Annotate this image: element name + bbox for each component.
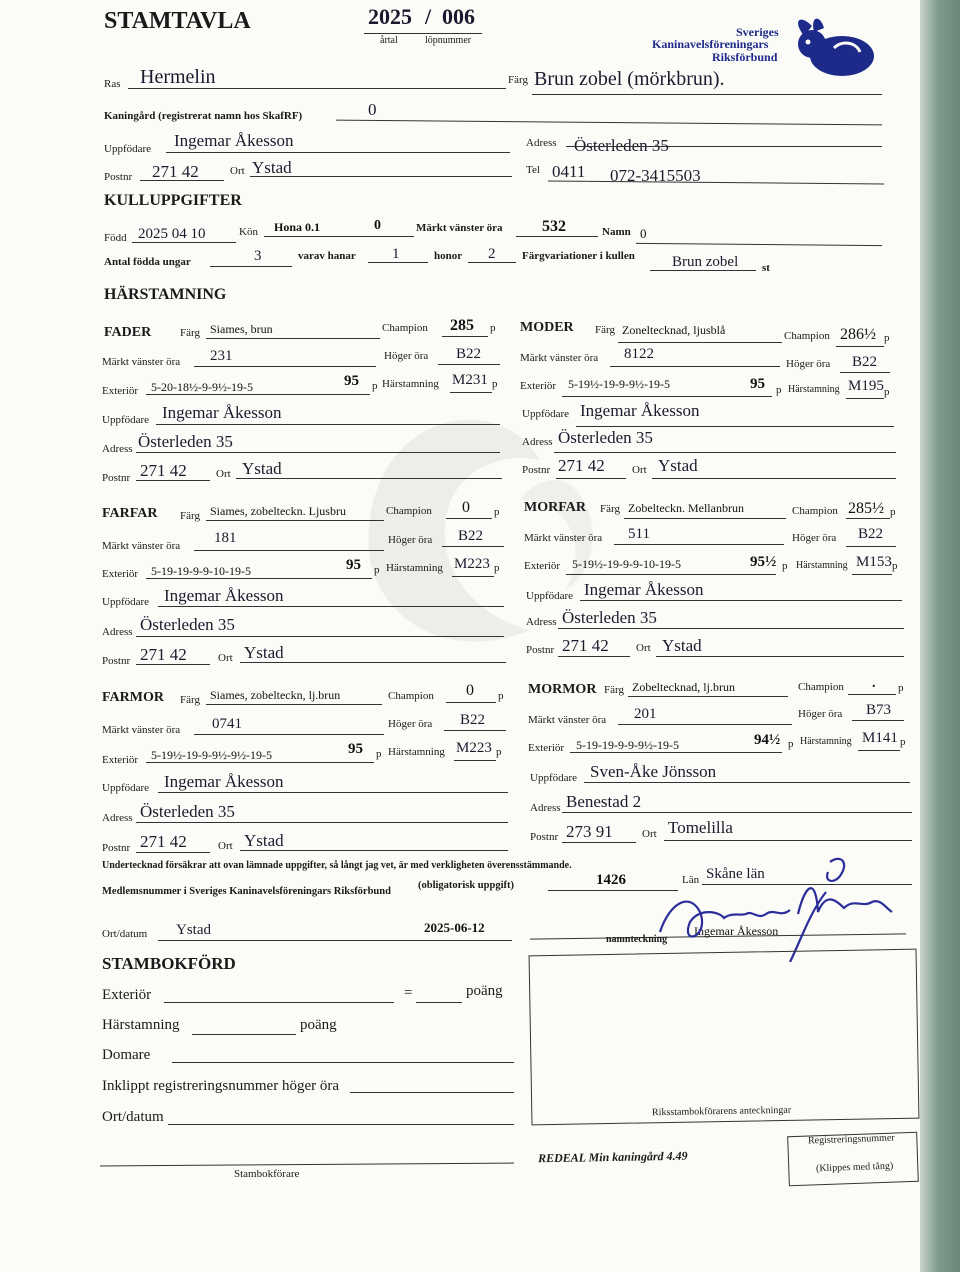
farfar-postcode-value: 271 42 bbox=[140, 645, 187, 664]
farmor-title: FARMOR bbox=[102, 690, 164, 705]
farfar-city-label: Ort bbox=[218, 652, 233, 664]
studbook-notes-box bbox=[529, 949, 920, 1126]
mormor-title: MORMOR bbox=[528, 682, 597, 697]
rabbitry-label: Kaningård (registrerat namn hos SkafRF) bbox=[104, 110, 303, 122]
studbook-keeper-label: Stambokförare bbox=[234, 1168, 300, 1180]
farfar-title: FARFAR bbox=[102, 506, 158, 521]
morfar-exterior-label: Exteriör bbox=[524, 560, 561, 572]
morfar-left-ear-value: 511 bbox=[628, 526, 650, 542]
farfar-city-value: Ystad bbox=[244, 643, 284, 662]
color-value: Brun zobel (mörkbrun). bbox=[534, 68, 725, 90]
moder-champion-p: p bbox=[884, 332, 890, 344]
fader-title: FADER bbox=[104, 325, 152, 340]
farfar-champion-p: p bbox=[494, 506, 500, 518]
fader-exterior-points: 95 bbox=[344, 373, 359, 389]
fader-city-label: Ort bbox=[216, 468, 231, 480]
studbook-points1-label: poäng bbox=[466, 983, 503, 999]
mormor-postcode-label: Postnr bbox=[530, 831, 559, 843]
farmor-champion-label: Champion bbox=[388, 690, 434, 702]
moder-champion-label: Champion bbox=[784, 330, 830, 342]
studbook-judge-label: Domare bbox=[102, 1047, 151, 1063]
mormor-right-ear-label: Höger öra bbox=[798, 708, 843, 720]
born-value: 2025 04 10 bbox=[138, 226, 206, 242]
morfar-champion-label: Champion bbox=[792, 505, 838, 517]
moder-left-ear-label: Märkt vänster öra bbox=[520, 352, 599, 364]
moder-breeder-label: Uppfödare bbox=[522, 408, 570, 420]
breed-value: Hermelin bbox=[140, 66, 216, 88]
farfar-breeder-value: Ingemar Åkesson bbox=[164, 586, 284, 605]
fader-exterior-p: p bbox=[372, 380, 378, 392]
fader-breeder-value: Ingemar Åkesson bbox=[162, 403, 282, 422]
farmor-lineage-value: M223 bbox=[456, 740, 492, 756]
farmor-breeder-label: Uppfödare bbox=[102, 782, 150, 794]
moder-breeder-value: Ingemar Åkesson bbox=[580, 401, 700, 420]
member-number-required: (obligatorisk uppgift) bbox=[418, 880, 514, 891]
fader-champion-p: p bbox=[490, 322, 496, 334]
females-label: honor bbox=[434, 250, 463, 262]
females-value: 2 bbox=[488, 246, 496, 262]
breeder-city-value: Ystad bbox=[252, 158, 292, 177]
fader-lineage-p: p bbox=[492, 378, 498, 390]
name-label: Namn bbox=[602, 226, 631, 238]
moder-champion-value: 286½ bbox=[840, 326, 876, 343]
mormor-breeder-label: Uppfödare bbox=[530, 772, 578, 784]
moder-lineage-value: M195 bbox=[848, 378, 884, 394]
morfar-color-label: Färg bbox=[600, 503, 620, 515]
morfar-lineage-p: p bbox=[892, 560, 898, 572]
moder-address-label: Adress bbox=[522, 436, 553, 448]
color-label: Färg bbox=[508, 74, 528, 86]
mormor-color-value: Zobeltecknad, lj.brun bbox=[632, 680, 735, 694]
morfar-lineage-value: M153 bbox=[856, 554, 892, 570]
studbook-place-date-label: Ort/datum bbox=[102, 1109, 164, 1125]
document-title: STAMTAVLA bbox=[104, 8, 251, 34]
year-value: 2025 bbox=[368, 4, 412, 29]
serial-number-value: 006 bbox=[442, 4, 475, 29]
moder-postcode-value: 271 42 bbox=[558, 456, 605, 475]
farfar-lineage-label: Härstamning bbox=[386, 562, 443, 574]
moder-address-value: Österleden 35 bbox=[558, 428, 653, 447]
farfar-left-ear-value: 181 bbox=[214, 530, 237, 546]
morfar-title: MORFAR bbox=[524, 500, 586, 515]
farfar-lineage-p: p bbox=[494, 562, 500, 574]
farmor-city-value: Ystad bbox=[244, 831, 284, 850]
mormor-champion-label: Champion bbox=[798, 681, 844, 693]
phone-area-value: 0411 bbox=[552, 162, 586, 181]
mormor-exterior-value: 5-19-19-9-9-9½-19-5 bbox=[576, 738, 679, 752]
farfar-color-value: Siames, zobelteckn. Ljusbru bbox=[210, 504, 346, 518]
fader-exterior-value: 5-20-18½-9-9½-19-5 bbox=[151, 380, 253, 394]
phone-label: Tel bbox=[526, 164, 540, 176]
moder-right-ear-label: Höger öra bbox=[786, 358, 831, 370]
year-number-separator: / bbox=[425, 4, 432, 29]
morfar-breeder-value: Ingemar Åkesson bbox=[584, 580, 704, 599]
logo-text-riksforbund: Riksförbund bbox=[712, 50, 778, 64]
moder-lineage-p: p bbox=[884, 386, 890, 398]
males-label: varav hanar bbox=[298, 250, 356, 262]
farfar-color-label: Färg bbox=[180, 510, 200, 522]
studbook-equals: = bbox=[404, 985, 413, 1001]
farmor-address-label: Adress bbox=[102, 812, 133, 824]
fader-champion-value: 285 bbox=[450, 317, 474, 334]
moder-lineage-label: Härstamning bbox=[788, 384, 840, 395]
serial-number-label: löpnummer bbox=[425, 35, 472, 46]
fader-lineage-label: Härstamning bbox=[382, 378, 439, 390]
rabbit-logo-icon bbox=[790, 14, 880, 80]
litter-heading: KULLUPPGIFTER bbox=[104, 192, 242, 209]
farfar-exterior-points: 95 bbox=[346, 557, 361, 573]
mormor-right-ear-value: B73 bbox=[866, 702, 892, 718]
count-unit-label: st bbox=[762, 262, 770, 274]
farfar-champion-label: Champion bbox=[386, 505, 432, 517]
sex-value: Hona 0.1 bbox=[274, 220, 321, 234]
studbook-points2-label: poäng bbox=[300, 1017, 337, 1033]
morfar-right-ear-value: B22 bbox=[858, 526, 884, 542]
moder-city-label: Ort bbox=[632, 464, 647, 476]
farmor-postcode-label: Postnr bbox=[102, 842, 131, 854]
breed-label: Ras bbox=[104, 78, 121, 90]
mormor-city-value: Tomelilla bbox=[668, 818, 733, 837]
morfar-left-ear-label: Märkt vänster öra bbox=[524, 532, 603, 544]
member-number-value: 1426 bbox=[596, 872, 626, 888]
mormor-left-ear-value: 201 bbox=[634, 706, 657, 722]
breeder-postcode-value: 271 42 bbox=[152, 162, 199, 181]
farfar-address-label: Adress bbox=[102, 626, 133, 638]
males-value: 1 bbox=[392, 246, 400, 262]
farfar-right-ear-label: Höger öra bbox=[388, 534, 433, 546]
left-ear-mark-value: 532 bbox=[542, 218, 566, 235]
farmor-color-label: Färg bbox=[180, 694, 200, 706]
mormor-left-ear-label: Märkt vänster öra bbox=[528, 714, 607, 726]
phone-value: 072-3415503 bbox=[610, 166, 701, 185]
farfar-right-ear-value: B22 bbox=[458, 528, 484, 544]
litter-size-label: Antal födda ungar bbox=[104, 256, 191, 268]
fader-champion-label: Champion bbox=[382, 322, 428, 334]
studbook-heading: STAMBOKFÖRD bbox=[102, 954, 236, 973]
county-value: Skåne län bbox=[706, 866, 765, 882]
farfar-exterior-label: Exteriör bbox=[102, 568, 139, 580]
morfar-exterior-value: 5-19½-19-9-9-10-19-5 bbox=[572, 557, 681, 571]
farfar-postcode-label: Postnr bbox=[102, 655, 131, 667]
farfar-exterior-p: p bbox=[374, 564, 380, 576]
moder-color-value: Zoneltecknad, ljusblå bbox=[622, 323, 726, 337]
rabbitry-value: 0 bbox=[368, 100, 377, 119]
morfar-address-value: Österleden 35 bbox=[562, 608, 657, 627]
morfar-breeder-label: Uppfödare bbox=[526, 590, 574, 602]
morfar-right-ear-label: Höger öra bbox=[792, 532, 837, 544]
sex-extra-value: 0 bbox=[374, 218, 381, 233]
farmor-city-label: Ort bbox=[218, 840, 233, 852]
studbook-lineage-label: Härstamning bbox=[102, 1017, 180, 1033]
declaration-text: Undertecknad försäkrar att ovan lämnade uppgifter, så långt jag vet, är med verkligheten överensstämmande. bbox=[102, 860, 572, 871]
signer-name-value: Ingemar Åkesson bbox=[694, 924, 779, 938]
moder-color-label: Färg bbox=[595, 324, 615, 336]
fader-right-ear-label: Höger öra bbox=[384, 350, 429, 362]
fader-postcode-value: 271 42 bbox=[140, 461, 187, 480]
mormor-address-label: Adress bbox=[530, 802, 561, 814]
signature-label: namnteckning bbox=[606, 934, 668, 945]
mormor-lineage-p: p bbox=[900, 736, 906, 748]
fader-city-value: Ystad bbox=[242, 459, 282, 478]
farmor-exterior-value: 5-19½-19-9-9½-9½-19-5 bbox=[151, 748, 272, 762]
farmor-left-ear-label: Märkt vänster öra bbox=[102, 724, 181, 736]
breeder-address-value: Österleden 35 bbox=[574, 136, 669, 155]
place-value: Ystad bbox=[176, 922, 211, 938]
place-date-label: Ort/datum bbox=[102, 928, 148, 940]
mormor-color-label: Färg bbox=[604, 684, 624, 696]
morfar-lineage-label: Härstamning bbox=[796, 560, 848, 571]
breeder-address-label: Adress bbox=[526, 137, 557, 149]
breeder-label: Uppfödare bbox=[104, 143, 152, 155]
fader-left-ear-value: 231 bbox=[210, 348, 233, 364]
mormor-exterior-label: Exteriör bbox=[528, 742, 565, 754]
member-number-label: Medlemsnummer i Sveriges Kaninavelsföreningars Riksförbund bbox=[102, 886, 391, 897]
farfar-breeder-label: Uppfödare bbox=[102, 596, 150, 608]
morfar-exterior-p: p bbox=[782, 560, 788, 572]
breeder-city-label: Ort bbox=[230, 165, 245, 177]
farfar-exterior-value: 5-19-19-9-9-10-19-5 bbox=[151, 564, 251, 578]
morfar-champion-value: 285½ bbox=[848, 500, 884, 517]
moder-exterior-value: 5-19½-19-9-9½-19-5 bbox=[568, 377, 670, 391]
morfar-champion-p: p bbox=[890, 506, 896, 518]
fader-breeder-label: Uppfödare bbox=[102, 414, 150, 426]
mormor-address-value: Benestad 2 bbox=[566, 792, 642, 811]
farmor-lineage-label: Härstamning bbox=[388, 746, 445, 758]
farmor-champion-value: 0 bbox=[466, 682, 474, 699]
folder-edge bbox=[920, 0, 960, 1272]
moder-exterior-label: Exteriör bbox=[520, 380, 557, 392]
name-value: 0 bbox=[640, 226, 647, 241]
moder-exterior-p: p bbox=[776, 384, 782, 396]
registration-clip-note: (Klippes med tång) bbox=[815, 1160, 894, 1175]
logo-text-kaninavel: Kaninavelsföreningars bbox=[652, 37, 769, 51]
pedigree-heading: HÄRSTAMNING bbox=[104, 286, 227, 303]
mormor-champion-value: . bbox=[872, 676, 876, 691]
farmor-right-ear-value: B22 bbox=[460, 712, 486, 728]
farmor-exterior-p: p bbox=[376, 748, 382, 760]
farmor-address-value: Österleden 35 bbox=[140, 802, 235, 821]
handwritten-signature bbox=[640, 852, 910, 962]
farmor-lineage-p: p bbox=[496, 746, 502, 758]
farfar-left-ear-label: Märkt vänster öra bbox=[102, 540, 181, 552]
farmor-exterior-label: Exteriör bbox=[102, 754, 139, 766]
registration-number-label: Registreringsnummer bbox=[807, 1132, 895, 1147]
mormor-lineage-value: M141 bbox=[862, 730, 898, 746]
farmor-champion-p: p bbox=[498, 690, 504, 702]
morfar-city-value: Ystad bbox=[662, 636, 702, 655]
born-label: Född bbox=[104, 232, 127, 244]
studbook-exterior-label: Exteriör bbox=[102, 987, 152, 1003]
fader-right-ear-value: B22 bbox=[456, 346, 482, 362]
logo-text-sveriges: Sveriges bbox=[736, 25, 779, 39]
county-label: Län bbox=[682, 874, 700, 886]
farfar-lineage-value: M223 bbox=[454, 556, 490, 572]
moder-title: MODER bbox=[520, 320, 574, 335]
mormor-postcode-value: 273 91 bbox=[566, 822, 613, 841]
morfar-postcode-label: Postnr bbox=[526, 644, 555, 656]
morfar-city-label: Ort bbox=[636, 642, 651, 654]
fader-color-label: Färg bbox=[180, 327, 200, 339]
farmor-exterior-points: 95 bbox=[348, 741, 363, 757]
date-value: 2025-06-12 bbox=[424, 920, 485, 935]
fader-address-value: Österleden 35 bbox=[138, 432, 233, 451]
studbook-notes-label: Riksstambokförarens anteckningar bbox=[651, 1104, 792, 1119]
year-label: årtal bbox=[380, 35, 398, 46]
morfar-postcode-value: 271 42 bbox=[562, 636, 609, 655]
breeder-value: Ingemar Åkesson bbox=[174, 131, 294, 150]
farfar-champion-value: 0 bbox=[462, 499, 470, 516]
mormor-exterior-points: 94½ bbox=[754, 732, 781, 748]
fader-left-ear-label: Märkt vänster öra bbox=[102, 356, 181, 368]
litter-size-value: 3 bbox=[254, 248, 262, 264]
color-variations-label: Färgvariationer i kullen bbox=[522, 250, 635, 262]
moder-left-ear-value: 8122 bbox=[624, 346, 654, 362]
studbook-ear-number-label: Inklippt registreringsnummer höger öra bbox=[102, 1078, 340, 1094]
moder-postcode-label: Postnr bbox=[522, 464, 551, 476]
farfar-address-value: Österleden 35 bbox=[140, 615, 235, 634]
fader-lineage-value: M231 bbox=[452, 372, 488, 388]
farmor-left-ear-value: 0741 bbox=[212, 716, 242, 732]
mormor-champion-p: p bbox=[898, 682, 904, 694]
moder-city-value: Ystad bbox=[658, 456, 698, 475]
morfar-address-label: Adress bbox=[526, 616, 557, 628]
mormor-exterior-p: p bbox=[788, 738, 794, 750]
moder-exterior-points: 95 bbox=[750, 376, 765, 392]
farmor-right-ear-label: Höger öra bbox=[388, 718, 433, 730]
mormor-lineage-label: Härstamning bbox=[800, 736, 852, 747]
color-variations-value: Brun zobel bbox=[672, 254, 739, 270]
moder-right-ear-value: B22 bbox=[852, 354, 878, 370]
breeder-postcode-label: Postnr bbox=[104, 171, 133, 183]
farmor-color-value: Siames, zobelteckn, lj.brun bbox=[210, 688, 341, 702]
morfar-color-value: Zobelteckn. Mellanbrun bbox=[628, 501, 744, 515]
fader-address-label: Adress bbox=[102, 443, 133, 455]
farmor-breeder-value: Ingemar Åkesson bbox=[164, 772, 284, 791]
morfar-exterior-points: 95½ bbox=[750, 554, 777, 570]
fader-exterior-label: Exteriör bbox=[102, 385, 139, 397]
sex-label: Kön bbox=[239, 226, 258, 238]
mormor-breeder-value: Sven-Åke Jönsson bbox=[590, 762, 717, 781]
farmor-postcode-value: 271 42 bbox=[140, 832, 187, 851]
left-ear-mark-label: Märkt vänster öra bbox=[416, 222, 503, 234]
software-label: REDEAL Min kaningård 4.49 bbox=[537, 1148, 688, 1166]
mormor-city-label: Ort bbox=[642, 828, 657, 840]
fader-postcode-label: Postnr bbox=[102, 472, 131, 484]
fader-color-value: Siames, brun bbox=[210, 322, 273, 336]
